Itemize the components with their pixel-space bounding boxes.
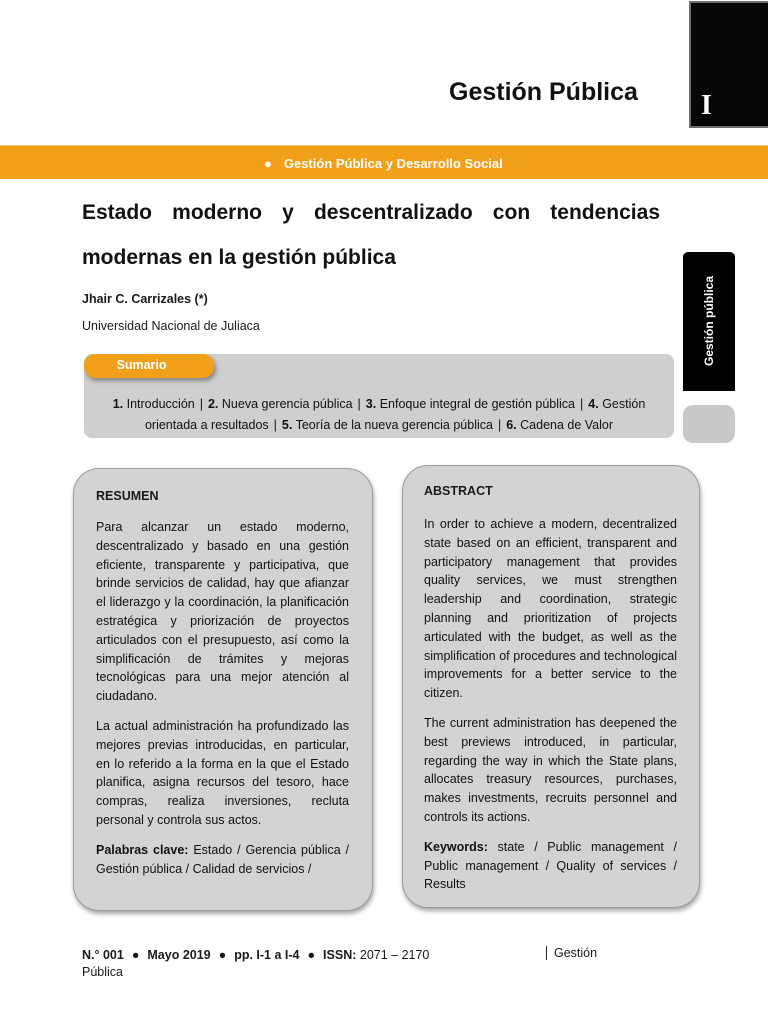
summary-separator: |	[199, 397, 203, 411]
resumen-body	[96, 518, 349, 889]
issue-number: N.° 001	[82, 948, 124, 962]
bullet-icon: ●	[264, 156, 272, 171]
resumen-paragraph: La actual administración ha profundizado las mejores previas introducidas, en particular, en lo referido a la forma en la que el Estado planifica, asigna recursos del tesoro, hace compras, realiza inversiones, recluta personal y controla sus actos.	[96, 718, 349, 827]
summary-item: 1. Introducción	[112, 397, 195, 411]
summary-separator: |	[273, 418, 277, 432]
summary-separator: |	[497, 418, 502, 432]
summary-contents	[98, 394, 660, 436]
bullet-icon: ●	[218, 948, 227, 962]
resumen-keywords: Palabras clave: Estado / Gerencia pública / Gestión pública / Calidad de servicios /	[96, 842, 349, 876]
summary-label: Sumario	[116, 358, 167, 372]
issue-date: Mayo 2019	[147, 948, 211, 962]
abstract-body	[424, 515, 677, 905]
resumen-heading: RESUMEN	[96, 489, 159, 503]
article-title: Estado moderno y descentralizado con tendencias modernas en la gestión pública	[82, 201, 660, 269]
issn-value: 2071 – 2170	[359, 948, 430, 962]
category-text: Gestión Pública y Desarrollo Social	[283, 156, 503, 171]
summary-item: 3. Enfoque integral de gestión pública	[365, 397, 576, 411]
summary-item: 2. Nueva gerencia pública	[207, 397, 353, 411]
resumen-paragraph: Para alcanzar un estado moderno, descentralizado y basado en una gestión eficiente, transparente y participativa, que brinde servicios de calidad, hay que afianzar el liderazgo y la coordinación, la planificación estratégica y priorización de proyectos articulados con el presupuesto, así como la simplificación de trámites y mejoras tecnológicas para una mejor atención al ciudadano.	[96, 520, 349, 704]
category-label	[264, 156, 503, 171]
abstract-paragraph: In order to achieve a modern, decentralized state based on an efficient, transparent and participatory management that provides quality services, we must strengthen leadership and coordination, strategic planning and prioritization of projects articulated with the budget, as well as the simplification of procedures and technological improvements for a better service to the citizen.	[424, 517, 677, 701]
section-numeral: I	[701, 90, 712, 121]
footer-info	[82, 948, 429, 962]
summary-item: 6. Cadena de Valor	[506, 418, 614, 432]
page-range: pp. I-1 a I-4	[234, 948, 300, 962]
footer-section: Gestión	[546, 946, 597, 960]
summary-separator: |	[357, 397, 361, 411]
side-section-label: Gestión pública	[702, 275, 716, 367]
footer-section-cont: Pública	[82, 965, 123, 979]
side-tab-decoration	[683, 405, 735, 443]
summary-item: 5. Teoría de la nueva gerencia pública	[281, 418, 493, 432]
bullet-icon: ●	[307, 948, 316, 962]
author-affiliation: Universidad Nacional de Juliaca	[82, 319, 260, 333]
summary-item: 4. Gestión orientada a resultados	[144, 397, 646, 432]
bullet-icon: ●	[131, 948, 140, 962]
abstract-paragraph: The current administration has deepened the best previews introduced, in particular, regarding the way in which the State plans, allocates treasury resources, purchases, makes investments, recruits personnel and controls its actions.	[424, 715, 677, 824]
abstract-keywords: Keywords: state / Public management / Public management / Quality of services / Results	[424, 839, 677, 892]
author-name: Jhair C. Carrizales (*)	[82, 292, 208, 306]
page-header-title: Gestión Pública	[449, 78, 638, 106]
issn-label: ISSN:	[323, 948, 357, 962]
abstract-heading: ABSTRACT	[424, 484, 493, 498]
summary-separator: |	[580, 397, 584, 411]
